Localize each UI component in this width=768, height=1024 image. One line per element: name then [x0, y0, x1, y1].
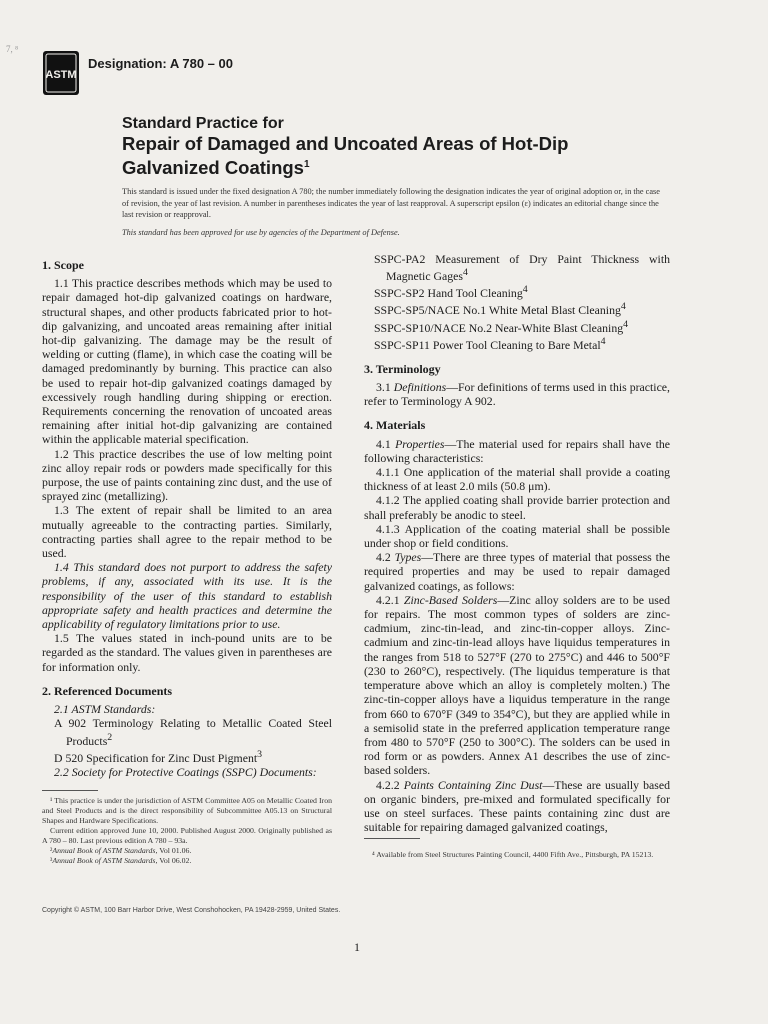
- para-4-2-1: 4.2.1 Zinc-Based Solders—Zinc alloy solders are to be used for repairs. The most common types of solders are zinc-cadmium, zinc-tin-lead, and zinc-tin-copper alloys. Zinc-cadmium and zinc-tin-lead alloys have liquidus temperatures in the ranges from 518 to 527°F (270 to 275°C) and 446 to 500°F (230 to 260°C), respectively. (The liquidus temperature is that temperature above which an alloy is completely molten.) The zinc-tin-copper alloys have a liquidus temperature in the range from 660 to 670°F (349 to 354°C), but they are applied while in a semisolid state in the preferred application temperature range from 480 to 570°F (250 to 300°C). The solders can be used in rod form or as powders. Annex A1 describes the use of zinc-based solders.: [364, 592, 670, 778]
- para-4-2: 4.2 Types—There are three types of material that possess the required properties and may be used to repair damaged galvanized coatings, as follows:: [364, 550, 670, 593]
- footnote-divider-left: [42, 790, 98, 791]
- para-1-2: 1.2 This practice describes the use of low melting point zinc alloy repair rods or powders made specifically for this purpose, the use of paints containing zinc dust, and the use of sprayed zinc (metallizing).: [42, 446, 332, 504]
- footnote-4: ⁴ Available from Steel Structures Painting Council, 4400 Fifth Ave., Pittsburgh, PA 15213.: [372, 850, 654, 859]
- footnote-1-edition: Current edition approved June 10, 2000. Published August 2000. Originally published as A 780 – 80. Last previous edition A 780 – 93a.: [42, 826, 332, 845]
- svg-text:ASTM: ASTM: [45, 69, 77, 81]
- para-4-1-2: 4.1.2 The applied coating shall provide barrier protection and shall preferably be anodic to steel.: [364, 493, 670, 522]
- para-4-2-2: 4.2.2 Paints Containing Zinc Dust—These are usually based on organic binders, pre-mixed and formulated specifically for use on steel surfaces. These paints containing zinc dust are suitable for repairing damaged galvanized coatings,: [364, 777, 670, 835]
- para-4-1-1: 4.1.1 One application of the material shall provide a coating thickness of at least 2.0 mils (50.8 μm).: [364, 465, 670, 494]
- footnote-1: ¹ This practice is under the jurisdiction of ASTM Committee A05 on Metallic Coated Iron and Steel Products and is the direct responsibility of Subcommittee A05.13 on Structural Shapes and Hardware Specifications.: [42, 796, 332, 825]
- title-line-2: Repair of Damaged and Uncoated Areas of Hot-Dip: [122, 133, 569, 154]
- astm-logo: [42, 50, 80, 96]
- footnote-3: ³Annual Book of ASTM Standards, Vol 06.02.: [50, 856, 192, 865]
- section-terminology-heading: 3. Terminology: [364, 361, 441, 376]
- designation: Designation: A 780 – 00: [88, 56, 233, 71]
- ref-sspc-sp11: SSPC-SP11 Power Tool Cleaning to Bare Metal$^4$: [374, 335, 606, 352]
- footnote-2: ²Annual Book of ASTM Standards, Vol 01.06.: [50, 846, 192, 855]
- ref-sspc-sp10: SSPC-SP10/NACE No.2 Near-White Blast Cleaning$^4$: [374, 318, 629, 335]
- footnotes-right: [364, 850, 670, 860]
- para-4-1: 4.1 Properties—The material used for repairs shall have the following characteristics:: [364, 436, 670, 465]
- left-column: [42, 258, 332, 779]
- page-number: 1: [354, 940, 360, 954]
- title-line-3: Galvanized Coatings$^1$: [122, 157, 310, 179]
- title-line-1: Standard Practice for: [122, 115, 284, 132]
- intro-note: This standard is issued under the fixed designation A 780; the number immediately following the designation indicates the year of original adoption or, in the case of revision, the year of last revision. A number in parentheses indicates the year of last reapproval. A superscript epsilon (ε) indicates an editorial change since the last revision or reapproval.: [122, 187, 660, 219]
- dod-approval-note: This standard has been approved for use by agencies of the Department of Defense.: [122, 228, 400, 237]
- para-2-2: 2.2 Society for Protective Coatings (SSPC) Documents:: [54, 764, 317, 779]
- para-1-5: 1.5 The values stated in inch-pound units are to be regarded as the standard. The values given in parentheses are for information only.: [42, 631, 332, 674]
- section-references-heading: 2. Referenced Documents: [42, 683, 173, 698]
- para-4-1-3: 4.1.3 Application of the coating material shall be possible under shop or field conditions.: [364, 521, 670, 551]
- para-1-3: 1.3 The extent of repair shall be limited to an area mutually agreeable to the contracting parties. Similarly, contracting parties shall agree to the repair method to be used.: [42, 503, 332, 561]
- para-2-1: 2.1 ASTM Standards:: [54, 702, 156, 717]
- footnotes-left: [42, 796, 332, 866]
- footnote-divider-right: [364, 838, 420, 839]
- section-scope-heading: 1. Scope: [42, 258, 84, 272]
- ref-sspc-sp5: SSPC-SP5/NACE No.1 White Metal Blast Cleaning$^4$: [374, 301, 626, 318]
- page-marks: 7, ⁸: [6, 44, 19, 54]
- title-block: [122, 114, 682, 178]
- ref-d520: D 520 Specification for Zinc Dust Pigment$^3$: [54, 748, 263, 765]
- para-1-1: 1.1 This practice describes methods which may be used to repair damaged hot-dip galvanized coatings on hardware, structural shapes, and other products fabricated prior to hot-dip galvanizing, and uncoated areas remaining after initial hot-dip galvanizing. The damage may be the result of welding or cutting (flame), in which case the coating will be damaged predominantly by burning. This practice can also be used to repair hot-dip galvanized coatings damaged by excessively rough handling during shipping or erection. Requirements concerning the renovation of uncoated areas remaining after initial hot-dip galvanizing are contained within the applicable material specification.: [42, 276, 332, 447]
- para-1-4: 1.4 This standard does not purport to address the safety problems, if any, associated with its use. It is the responsibility of the user of this standard to establish appropriate safety and health practices and determine the applicability of regulatory limitations prior to use.: [42, 560, 332, 632]
- section-materials-heading: 4. Materials: [364, 418, 426, 433]
- para-3-1: 3.1 Definitions—For definitions of terms used in this practice, refer to Terminology A 902.: [364, 380, 670, 409]
- right-column: [364, 252, 670, 834]
- title-footnote-ref: 1: [303, 159, 310, 170]
- ref-sspc-pa2: SSPC-PA2 Measurement of Dry Paint Thickness with Magnetic Gages$^4$: [374, 252, 670, 284]
- ref-a902: A 902 Terminology Relating to Metallic Coated Steel Products$^2$: [54, 716, 332, 748]
- ref-sspc-sp2: SSPC-SP2 Hand Tool Cleaning$^4$: [374, 284, 528, 301]
- copyright-line: Copyright © ASTM, 100 Barr Harbor Drive, West Conshohocken, PA 19428-2959, United States.: [42, 907, 341, 914]
